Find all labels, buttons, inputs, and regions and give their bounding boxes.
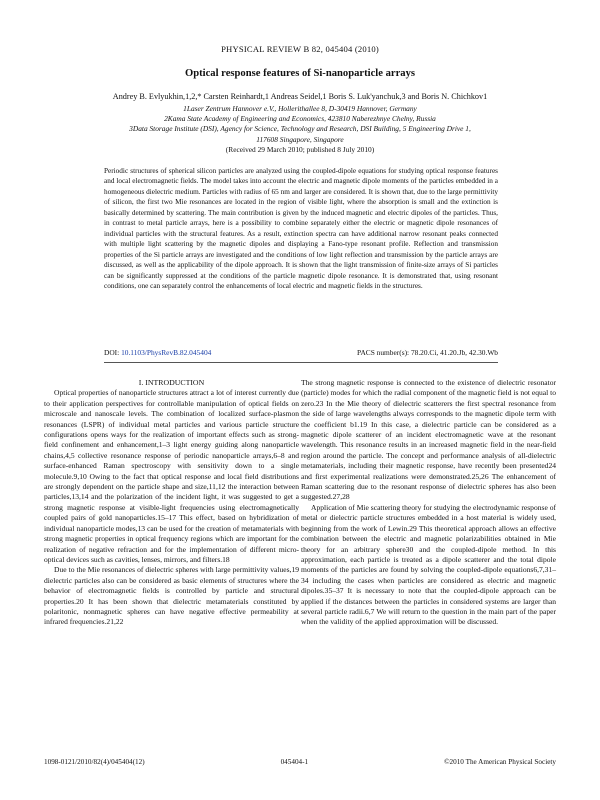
- page-number: 045404-1: [280, 758, 309, 766]
- affiliation-3-cont: 117608 Singapore, Singapore: [256, 134, 344, 144]
- doi-line: [104, 348, 211, 357]
- running-header: PHYSICAL REVIEW B 82, 045404 (2010): [221, 44, 379, 54]
- right-column: [301, 378, 556, 628]
- paragraph: Application of Mie scattering theory for studying the electrodynamic response of metal or dielectric particle structures embedded in a host material is widely used, beginning from the work of Lewin.29 This theoretical approach allows an effective combination between the electric and magnetic polarizabilities obtained in Mie theory for an arbitrary sphere30 and the coupled-dipole method. In this approximation, each particle is treated as a dipole scatterer and the total dipole moments of the particles are found by solving the coupled-dipole equations6,7,31–34 including the cases when particles are considered as electric and magnetic dipoles.35–37 It is necessary to note that the coupled-dipole approach can be applied if the distances between the particles in considered systems are larger than several particle radii.6,7 We will return to the question in the main part of the paper when the validity of the applied approximation will be discussed.: [301, 502, 556, 627]
- divider: [104, 362, 498, 363]
- affiliation-1: 1Laser Zentrum Hannover e.V., Hollerithallee 8, D-30419 Hannover, Germany: [183, 104, 417, 113]
- paragraph: Optical properties of nanoparticle structures attract a lot of interest currently due to their application perspectives for controllable manipulation of optical fields on microscale and nanoscale levels. The combination of localized surface-plasmon resonances (LSPR) of individual metal particles and various particle structure configurations opens ways for the realization of important effects such as strong-field confinement and enhancement,1–3 light energy guiding along nanoparticle chains,4,5 collective resonance response of periodic nanoparticle arrays,6–8 and surface-enhanced Raman spectroscopy with sensitivity down to a single molecule.9,10 Owing to the fact that optical response and local field distributions are strongly dependent on the particle shape and size,11,12 the interaction between particles,13,14 and the polarization of the incident light, it was suggested to get a strong magnetic response at visible-light frequencies using electromagnetically coupled pairs of gold nanoparticles.15–17 This effect, based on hybridization of individual nanoparticle modes,13 can be used for the creation of metamaterials with strong magnetic properties in optical frequency regions which are important for the realization of negative refraction and for the implementation of different micro-optical devices such as cavities, lenses, mirrors, and filters.18: [44, 388, 299, 564]
- paragraph: The strong magnetic response is connected to the existence of dielectric resonator (particle) modes for which the radial component of the magnetic field is not equal to zero.23 In the Mie theory of dielectric scatterers the first spectral resonance from the side of large wavelengths always corresponds to the magnetic dipole term with the coefficient b1.19 In this case, a dielectric particle can be considered as a magnetic dipole scatterer of an incident electromagnetic wave at the resonant wavelength. This resonance results in an increased magnetic field in the near-field region around the particle. The concept and performance analysis of all-dielectric metamaterials, including their magnetic response, have recently been presented24 and first experimental realizations were demonstrated.25,26 The enhancement of Raman scattering due to the resonant response of dielectric spheres has also been suggested.27,28: [301, 378, 556, 502]
- paragraph: Due to the Mie resonances of dielectric spheres with large permittivity values,19 dielectric particles also can be considered as basic elements of structures where the behavior of electromagnetic fields is controlled by particle and structural properties.20 It has been shown that dielectric metamaterials constituted by polaritonic, nonmagnetic spheres can have negative effective permeability at infrared frequencies.21,22: [44, 565, 299, 627]
- doi-label: DOI:: [104, 348, 120, 357]
- paper-title: Optical response features of Si-nanoparticle arrays: [184, 68, 415, 79]
- affiliation-2: 2Kama State Academy of Engineering and Economics, 423810 Naberezhnye Chelny, Russia: [164, 114, 436, 124]
- pacs-numbers: PACS number(s): 78.20.Ci, 41.20.Jb, 42.30.Wb: [357, 348, 498, 357]
- footer-identifier: 1098-0121/2010/82(4)/045404(12): [44, 758, 145, 766]
- copyright: ©2010 The American Physical Society: [444, 758, 556, 766]
- author-list: Andrey B. Evlyukhin,1,2,* Carsten Reinhardt,1 Andreas Seidel,1 Boris S. Luk'yanchuk,3 and Boris N. Chichkov1: [112, 92, 488, 101]
- affiliations: [40, 104, 560, 155]
- abstract: Periodic structures of spherical silicon particles are analyzed using the coupled-dipole equations for studying optical response features and local electromagnetic fields. The model takes into account the electric and magnetic dipole moments of the particles embedded in a homogeneous dielectric medium. Particles with radius of 65 nm and larger are considered. It is shown that, due to the large permittivity of silicon, the first two Mie resonances are located in the region of visible light, where the absorption is small and the extinction is basically determined by scattering. The main contribution is given by the induced magnetic and electric dipoles of the particles. Thus, in contrast to metal particle arrays, here is a possibility to combine separately either the electric or magnetic dipole resonances of individual particles with the structural features. As a result, extinction spectra can have additional narrow resonant peaks connected with multiple light scattering by the magnetic dipoles and displaying a Fano-type resonant profile. Reflection and transmission properties of the Si particle arrays are investigated and the conditions of low light reflection and transmission by the particle arrays are discussed, as well as the applicability of the dipole approach. It is shown that the light transmission of finite-size arrays of Si particles can be significantly suppressed at the conditions of the particle magnetic dipole resonance. It is demonstrated that, using resonant conditions, one can separately control the enhancements of local electric and magnetic fields in the structures.: [104, 167, 498, 290]
- page-footer: [44, 758, 556, 766]
- doi-link[interactable]: 10.1103/PhysRevB.82.045404: [121, 348, 212, 357]
- left-column: [44, 378, 299, 628]
- received-date: (Received 29 March 2010; published 8 July 2010): [225, 144, 375, 154]
- section-heading: I. INTRODUCTION: [138, 378, 205, 387]
- affiliation-3: 3Data Storage Institute (DSI), Agency for Science, Technology and Research, DSI Building, 5 Engineering Drive 1,: [129, 124, 471, 134]
